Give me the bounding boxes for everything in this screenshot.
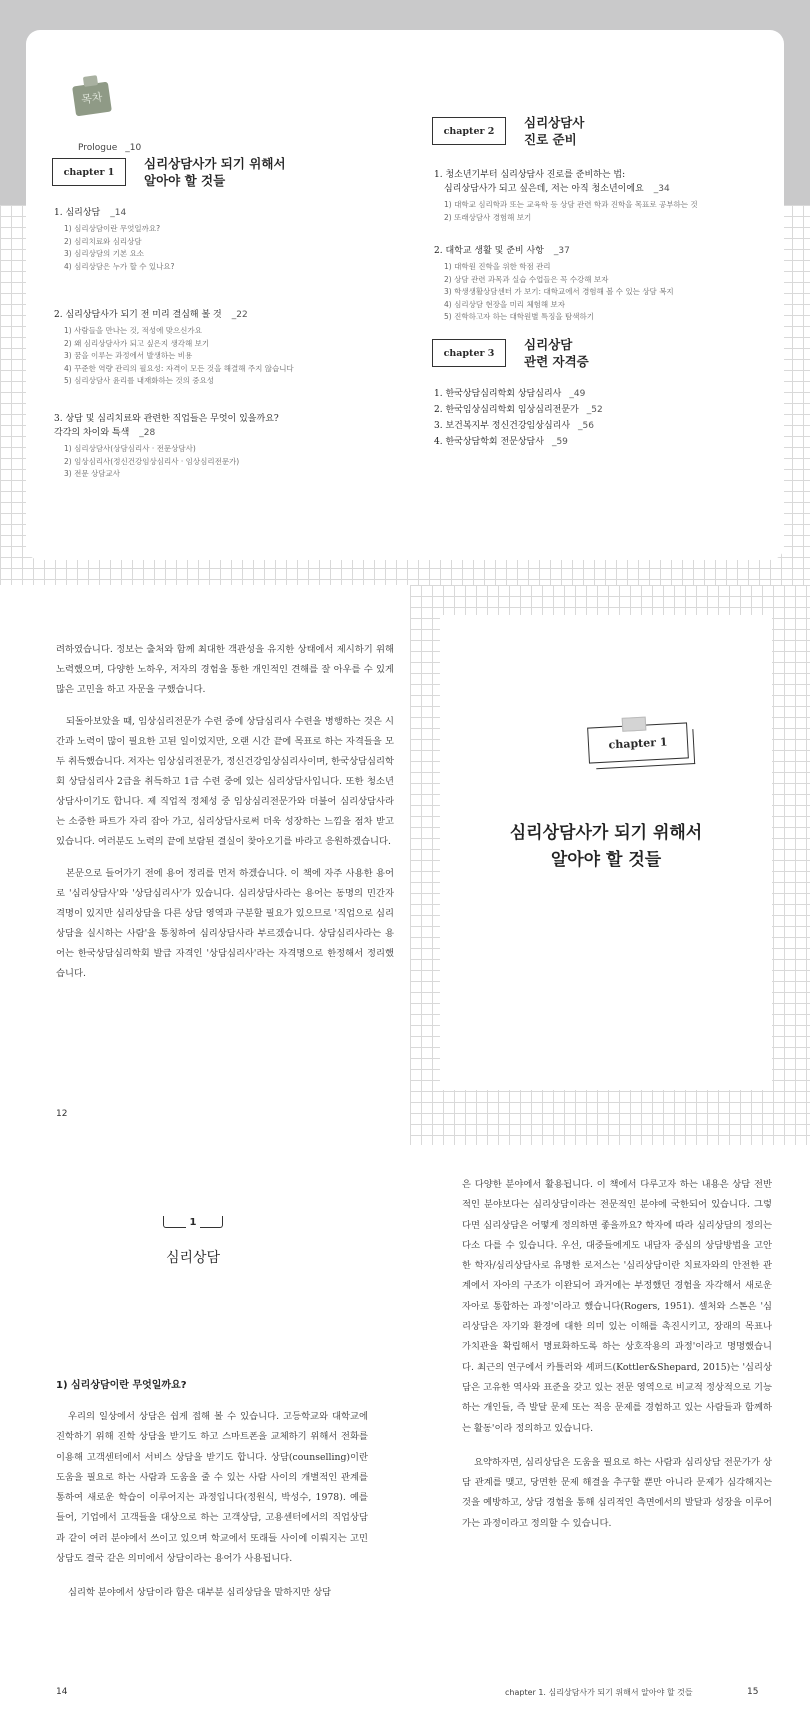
chapter-2-box: [432, 117, 506, 145]
chapter-opener-page: [410, 585, 810, 1145]
subheading: 1) 심리상담이란 무엇일까요?: [56, 1380, 187, 1391]
prologue-page: _10: [125, 143, 142, 153]
section-title: 심리상담: [165, 1250, 221, 1266]
chapter-2-title: [524, 114, 584, 148]
body-paragraph: 은 다양한 분야에서 활용됩니다. 이 책에서 다루고자 하는 내용은 상담 전반적인 분야보다는 심리상담이라는 전문적인 분야에 국한되어 있습니다. 그렇다면 심리상담은 어떻게 정의하면 좋을까요? 학자에 따라 심리상담의 정의는 다소 다를 수 있습니다. 우선, 대중들에게도 내담자 중심의 상담방법을 고안한 학자/심리상담사로 유명한 로저스는 '심리상담이란 치료자와의 안전한 관계에서 자아의 구조가 이완되어 과거에는 부정했던 경험을 자각해서 새로운 자아로 통합하는 과정'이라고 했습니다(Rogers, 1951). 셀처와 스톤은 '심리상담은 자기와 환경에 대한 의미 있는 이해를 촉진시키고, 장래의 목표나 가치관을 확립해서 명료화하도록 하는 상호작용의 과정'이라고 명명했습니다. 최근의 연구에서 카틀러와 셰퍼드(Kottler&Shepard, 2015)는 '심리상담은 고유한 역사와 표준을 갖고 있는 전문 영역으로 비교적 정상적으로 기능하는 개인들, 즉 발달 문제 또는 적응 문제를 경험하고 있는 사람들과 함께하는 활동'이라 정의하고 있습니다.: [462, 1179, 772, 1434]
toc-sub-item: 4) 꾸준한 역량 관리의 필요성: 자격이 모든 것을 해결해 주지 않습니다: [64, 363, 294, 373]
toc-sub-item: 2) 심리치료와 심리상담: [64, 236, 142, 246]
toc-section-title-line-2: 각각의 차이와 특색: [54, 428, 130, 438]
chapter-3-box: [432, 339, 506, 367]
toc-sub-item: 1) 심리상담이란 무엇일까요?: [64, 224, 161, 233]
toc-item-page: _49: [569, 389, 586, 399]
toc-section-page: _37: [553, 246, 570, 256]
toc-ch3-item-4[interactable]: [434, 434, 603, 450]
chapter-opener-title-line-1: 심리상담사가 되기 위해서: [509, 823, 703, 843]
chapter-opener-box: [587, 722, 689, 763]
page-number: 14: [56, 1687, 68, 1697]
toc-sub-item: 2) 임상심리사(정신건강임상심리사 · 임상심리전문가): [64, 456, 240, 466]
section-number: 1: [186, 1217, 201, 1228]
toc-item-page: _52: [586, 405, 603, 415]
toc-ch1-sec-3[interactable]: [54, 412, 279, 481]
chapter-opener-title: [440, 820, 772, 874]
toc-sub-item: 1) 대학원 진학을 위한 학점 관리: [444, 262, 551, 271]
spread-14-15: [0, 1145, 810, 1725]
page-14: [0, 1145, 405, 1725]
page-14-body: [56, 1407, 368, 1618]
toc-section-page: _14: [110, 208, 127, 218]
chapter-1-title-line-2: 알아야 할 것들: [144, 173, 226, 188]
toc-tag-label: 목차: [80, 90, 104, 107]
toc-chapter-3-heading[interactable]: [432, 336, 589, 370]
toc-section-title: 1. 청소년기부터 심리상담사 진로를 준비하는 법:: [434, 170, 626, 180]
chapter-opener-title-line-2: 알아야 할 것들: [550, 850, 662, 870]
toc-section-title: 2. 대학교 생활 및 준비 사항: [434, 246, 544, 256]
toc-item-title: 1. 한국상담심리학회 상담심리사: [434, 389, 562, 399]
toc-section-page: _34: [653, 184, 670, 194]
page-number: 12: [56, 1109, 68, 1119]
toc-sub-item: 3) 학생생활상담센터 가 보기: 대학교에서 경험해 볼 수 있는 상담 복지: [444, 287, 674, 296]
chapter-opener-badge: [587, 722, 689, 763]
toc-ch1-sec-1[interactable]: [54, 206, 175, 273]
body-paragraph: 심리학 분야에서 상담이라 함은 대부분 심리상담을 말하지만 상담: [68, 1587, 332, 1599]
spread-12-13: [0, 585, 810, 1145]
toc-item-page: _56: [578, 421, 594, 431]
chapter-1-title-line-1: 심리상담사가 되기 위해서: [144, 156, 286, 171]
toc-sub-item: 2) 또래상담사 경험해 보기: [444, 212, 532, 222]
chapter-3-box-label: chapter 3: [443, 347, 495, 359]
toc-section-title-line-2: 심리상담사가 되고 싶은데, 저는 아직 청소년이에요: [444, 184, 644, 194]
toc-tag: [72, 82, 112, 117]
chapter-1-box: [52, 158, 126, 186]
toc-card: [26, 30, 784, 560]
toc-ch3-item-3[interactable]: [434, 418, 603, 434]
toc-section-title: 3. 상담 및 심리치료와 관련한 직업들은 무엇이 있을까요?: [54, 414, 279, 424]
toc-sub-item: 1) 대학교 심리학과 또는 교육학 등 상담 관련 학과 진학을 목표로 공부하는 것: [444, 200, 698, 209]
toc-spread: [0, 0, 810, 585]
body-paragraph: 요약하자면, 심리상담은 도움을 필요로 하는 사람과 심리상담 전문가가 상담 관계를 맺고, 당면한 문제 해결을 추구할 뿐만 아니라 문제가 심각해지는 것을 예방하고, 상담 경험을 통해 심리적인 측면에서의 발달과 성장을 이루어 가는 과정이라고 정의할 수 있습니다.: [462, 1456, 772, 1529]
body-paragraph: 되돌아보았을 때, 임상심리전문가 수련 중에 상담심리사 수련을 병행하는 것은 시간과 노력이 많이 필요한 고된 일이었지만, 오랜 시간 끝에 목표로 하는 자격들을 모두 취득했습니다. 저자는 임상심리전문가, 정신건강임상심리사이며, 한국상담심리학회 상담심리사 2급을 취득하고 1급 수련 중에 있는 심리상담사입니다. 또한 청소년상담사이기도 합니다. 제 직업적 정체성 중 임상심리전문가와 더불어 심리상담사라는 소중한 파트가 자리 잡아 가고, 심리상담사로써 더욱 성장하는 느낌을 점차 받고 있습니다. 여러분도 노력의 끝에 보람된 결실이 찾아오기를 바라고 응원하겠습니다.: [56, 716, 394, 847]
toc-ch3-item-2[interactable]: [434, 402, 603, 418]
page-15-body: [462, 1175, 772, 1548]
toc-sub-item: 4) 심리상담 현장을 미리 체험해 보자: [444, 299, 566, 309]
toc-ch2-sec-2[interactable]: [434, 244, 674, 324]
body-paragraph: 우리의 일상에서 상담은 쉽게 접해 볼 수 있습니다. 고등학교와 대학교에 진학하기 위해 진학 상담을 받기도 하고 스마트폰을 교체하기 위해서 전화를 이용해 고객센터에서 서비스 상담을 받기도 합니다. 상담(counselling)이란 도움을 필요로 하는 사람과 도움을 줄 수 있는 사람 사이의 개별적인 관계를 통하여 새로운 학습이 이루어지는 과정입니다(정원식, 박성수, 1978). 예를 들어, 기업에서 고객들을 대상으로 하는 고객상담, 고용센터에서의 직업상담과 같이 여러 분야에서 쓰이고 있으며 학교에서 또래들 사이에 이뤄지는 고민상담도 결국 같은 의미에서 상담이라는 용어가 사용됩니다.: [56, 1411, 368, 1565]
toc-chapter-2-heading[interactable]: [432, 114, 584, 148]
running-head: chapter 1. 심리상담사가 되기 위해서 알아야 할 것들: [505, 1688, 693, 1697]
chapter-3-title-line-2: 관련 자격증: [524, 354, 589, 369]
toc-chapter-1-heading[interactable]: [52, 155, 286, 189]
page-number: 15: [747, 1687, 759, 1697]
page-12: [0, 585, 410, 1145]
toc-ch3-item-1[interactable]: [434, 386, 603, 402]
toc-section-page: _28: [139, 428, 156, 438]
prologue-label: Prologue: [78, 143, 118, 153]
toc-item-title: 3. 보건복지부 정신건강임상심리사: [434, 421, 571, 431]
chapter-2-title-line-2: 진로 준비: [524, 132, 577, 147]
toc-sub-item: 2) 왜 심리상담사가 되고 싶은지 생각해 보기: [64, 338, 210, 348]
toc-sub-item: 3) 전문 상담교사: [64, 469, 120, 478]
page-12-body: [56, 640, 394, 996]
chapter-3-title-line-1: 심리상담: [524, 337, 573, 352]
chapter-2-box-label: chapter 2: [443, 125, 495, 137]
toc-section-title: 2. 심리상담사가 되기 전 미리 결심해 볼 것: [54, 310, 222, 320]
body-paragraph: 려하였습니다. 정보는 출처와 함께 최대한 객관성을 유지한 상태에서 제시하기 위해 노력했으며, 다양한 노하우, 저자의 경험을 통한 개인적인 견해를 잘 아우를 수 있게 많은 고민을 하고 자문을 구했습니다.: [56, 644, 394, 695]
toc-sub-item: 2) 상담 관련 과목과 실습 수업들은 꼭 수강해 보자: [444, 274, 609, 284]
chapter-2-title-line-1: 심리상담사: [524, 115, 585, 130]
toc-item-title: 2. 한국임상심리학회 임상심리전문가: [434, 405, 579, 415]
page-15: [405, 1145, 810, 1725]
chapter-3-title: [524, 336, 589, 370]
toc-item-page: _59: [551, 437, 568, 447]
toc-ch2-sec-1[interactable]: [434, 168, 698, 224]
chapter-1-box-label: chapter 1: [63, 166, 115, 178]
toc-ch1-sec-2[interactable]: [54, 308, 294, 388]
chapter-opener-box-label: chapter 1: [608, 734, 668, 752]
toc-section-page: _22: [231, 310, 248, 320]
toc-sub-item: 4) 심리상담은 누가 할 수 있나요?: [64, 261, 175, 271]
section-number-mark: [163, 1210, 223, 1230]
toc-ch3-list: [434, 386, 603, 450]
toc-section-title: 1. 심리상담: [54, 208, 101, 218]
chapter-1-title: [144, 155, 286, 189]
toc-sub-item: 5) 진학하고자 하는 대학원별 특징을 탐색하기: [444, 312, 595, 321]
chapter-opener-card: [440, 615, 772, 1090]
toc-sub-item: 3) 심리상담의 기본 요소: [64, 249, 145, 258]
toc-sub-item: 5) 심리상담사 윤리를 내재화하는 것의 중요성: [64, 376, 215, 385]
toc-sub-item: 1) 사람들을 만나는 것, 적성에 맞으신가요: [64, 326, 202, 335]
body-paragraph: 본문으로 들어가기 전에 용어 정리를 먼저 하겠습니다. 이 책에 자주 사용한 용어로 '심리상담사'와 '상담심리사'가 있습니다. 심리상담사라는 용어는 동명의 민간자격명이 있지만 심리상담을 다른 상담 영역과 구분할 필요가 있으므로 '직업으로 심리상담을 실시하는 사람'을 통칭하여 심리상담사라 부르겠습니다. 상담심리사라는 용어는 한국상담심리학회 발급 자격인 '상담심리사'라는 자격명으로 한정해서 정리했습니다.: [56, 868, 394, 979]
toc-sub-item: 1) 심리상담사(상담심리사 · 전문상담사): [64, 444, 196, 453]
toc-prologue[interactable]: [78, 143, 141, 153]
toc-item-title: 4. 한국상담학회 전문상담사: [434, 437, 544, 447]
toc-sub-item: 3) 꿈을 이루는 과정에서 발생하는 비용: [64, 351, 193, 360]
